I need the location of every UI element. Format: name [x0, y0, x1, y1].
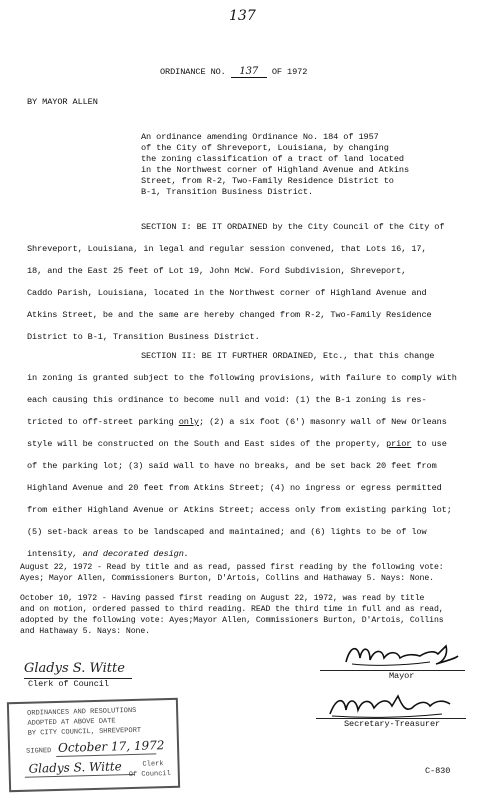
section-1-line: Atkins Street, be and the same are hereby changed from R-2, Two-Family Residence — [27, 310, 432, 320]
summary-line: the zoning classification of a tract of land located — [141, 154, 404, 164]
stamp-line: BY CITY COUNCIL, SHREVEPORT — [27, 726, 142, 738]
ordinance-title-suffix: OF 1972 — [271, 67, 308, 77]
summary-line: in the Northwest corner of Highland Avenue and Atkins — [141, 165, 410, 175]
section-1 — [27, 222, 444, 354]
section-2-text: tricted to off-street parking — [27, 417, 174, 427]
section-2-text: ; (2) a six foot (6') masonry wall of New Orleans — [198, 417, 447, 427]
section-2-text: style will be constructed on the South and East sides of the property, — [27, 439, 381, 449]
summary-line: Street, from R-2, Two-Family Residence District to — [141, 176, 394, 186]
readings-block — [20, 562, 444, 637]
section-2-line — [27, 417, 457, 439]
summary-block — [141, 132, 409, 198]
stamp-line: ORDINANCES AND RESOLUTIONS — [27, 706, 137, 718]
ordinance-title-prefix: ORDINANCE NO. — [160, 67, 226, 77]
reading-line — [20, 584, 444, 593]
section-2-line: of the parking lot; (3) said wall to have no breaks, and be set back 20 feet from — [27, 461, 437, 471]
section-2-line: from either Highland Avenue or Atkins Street; access only from existing parking lot; — [27, 505, 452, 515]
reading-line: August 22, 1972 - Read by title and as read, passed first reading by the following vote: — [20, 563, 444, 572]
section-1-line: Shreveport, Louisiana, in legal and regular session convened, that Lots 16, 17, — [27, 244, 427, 254]
section-2-line: Highland Avenue and 20 feet from Atkins Street; (4) no ingress or egress permitted — [27, 483, 442, 493]
stamp-signed-label: SIGNED — [26, 747, 52, 756]
section-2-text: to use — [416, 439, 447, 449]
sponsor: BY MAYOR ALLEN — [27, 97, 98, 107]
summary-line: of the City of Shreveport, Louisiana, by changing — [141, 143, 389, 153]
reading-line: and on motion, ordered passed to third reading. READ the third time in full and as read, — [20, 605, 444, 614]
secretary-signature — [322, 688, 462, 722]
stamp-signed-date: October 17, 1972 — [57, 738, 165, 755]
section-1-line: SECTION I: BE IT ORDAINED by the City Council of the City of — [141, 222, 445, 232]
clerk-label: Clerk of Council — [28, 679, 109, 689]
section-1-line: District to B-1, Transition Business District. — [27, 332, 260, 342]
reading-line: Ayes; Mayor Allen, Commissioners Burton, D'Artois, Collins and Hathaway 5. Nays: None. — [20, 574, 434, 583]
emphasis-prior: prior — [386, 439, 412, 449]
ordinance-header — [160, 66, 307, 78]
stamp-line: ADOPTED AT ABOVE DATE — [27, 717, 116, 728]
section-2-line: SECTION II: BE IT FURTHER ORDAINED, Etc., that this change — [141, 351, 435, 361]
summary-line: An ordinance amending Ordinance No. 184 of 1957 — [141, 132, 379, 142]
reading-line: and Hathaway 5. Nays: None. — [20, 627, 150, 636]
secretary-label: Secretary-Treasurer — [344, 719, 441, 729]
section-2 — [27, 351, 457, 563]
section-2-line: each causing this ordinance to become null and void: (1) the B-1 zoning is res- — [27, 395, 427, 405]
section-2-line: (5) set-back areas to be landscaped and maintained; and (6) lights to be of low — [27, 527, 427, 537]
section-2-text: intensity — [27, 549, 73, 559]
page-number: 137 — [229, 8, 256, 24]
stamp-signer: Gladys S. Witte — [28, 759, 122, 776]
form-number: C-830 — [425, 766, 451, 776]
reading-line: adopted by the following vote: Ayes;Mayor Allen, Commissioners Burton, D'Artois, Collins — [20, 616, 444, 625]
clerk-signature: Gladys S. Witte — [24, 661, 125, 676]
reading-line: October 10, 1972 - Having passed first reading on August 22, 1972, was read by title — [20, 594, 425, 603]
adoption-stamp — [7, 698, 180, 792]
emphasis-only: only — [178, 417, 199, 427]
section-1-line: 18, and the East 25 feet of Lot 19, John McW. Ford Subdivision, Shreveport, — [27, 266, 407, 276]
section-1-line: Caddo Parish, Louisiana, located in the Northwest corner of Highland Avenue and — [27, 288, 427, 298]
summary-line: B-1, Transition Business District. — [141, 187, 313, 197]
stamp-council-label: Of Council — [128, 769, 171, 780]
section-2-line — [27, 439, 457, 461]
ordinance-number: 137 — [231, 66, 267, 78]
section-2-line: in zoning is granted subject to the following provisions, with failure to comply with — [27, 373, 457, 383]
mayor-signature — [340, 640, 460, 670]
section-2-line — [27, 549, 457, 563]
section-2-text: , and decorated design. — [72, 549, 189, 559]
stamp-clerk-label: Clerk — [142, 760, 164, 769]
mayor-label: Mayor — [389, 671, 415, 681]
